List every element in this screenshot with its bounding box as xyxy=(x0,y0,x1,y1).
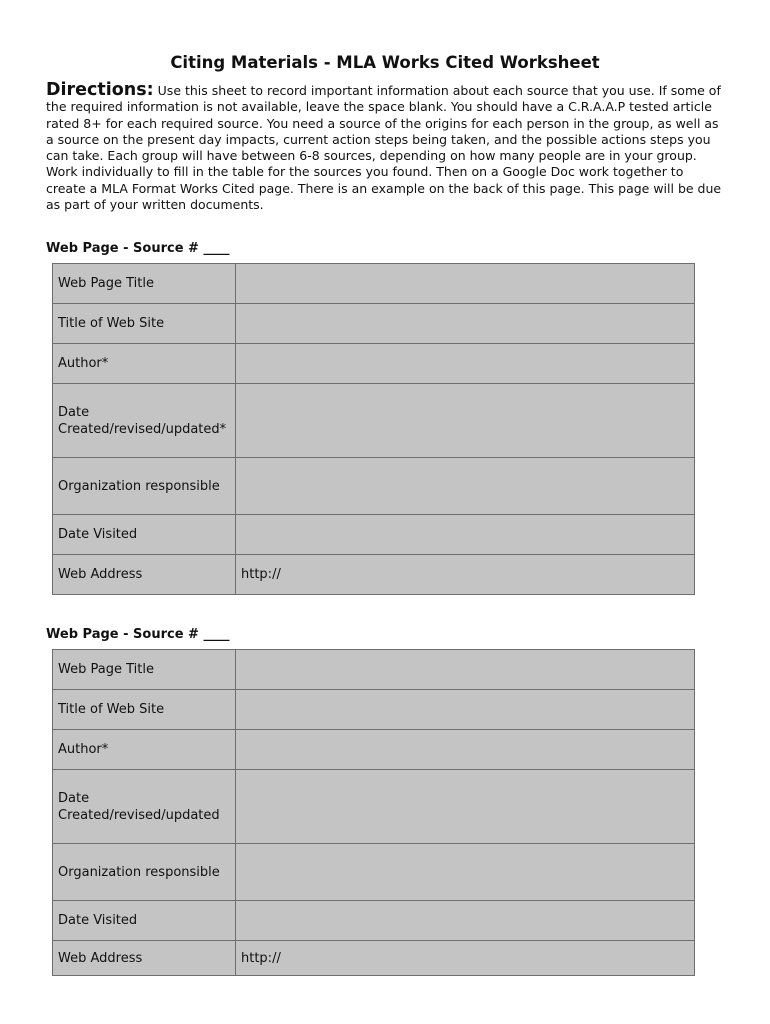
field-value-organization[interactable] xyxy=(236,458,695,515)
source-1-heading: Web Page - Source # ____ xyxy=(46,241,230,256)
source-2-heading: Web Page - Source # ____ xyxy=(46,627,230,642)
table-row xyxy=(53,650,695,690)
field-value-date-created[interactable] xyxy=(236,384,695,458)
field-label-organization: Organization responsible xyxy=(53,458,236,515)
field-label-title-of-web-site: Title of Web Site xyxy=(53,304,236,344)
field-label-web-page-title: Web Page Title xyxy=(53,264,236,304)
field-value-title-of-web-site[interactable] xyxy=(236,690,695,730)
field-label-web-address: Web Address xyxy=(53,941,236,976)
source-1-table xyxy=(52,263,695,595)
field-value-date-visited[interactable] xyxy=(236,901,695,941)
table-row xyxy=(53,901,695,941)
table-row xyxy=(53,304,695,344)
field-label-date-visited: Date Visited xyxy=(53,901,236,941)
field-value-date-created[interactable] xyxy=(236,770,695,844)
field-value-date-visited[interactable] xyxy=(236,515,695,555)
field-label-web-page-title: Web Page Title xyxy=(53,650,236,690)
field-label-author: Author* xyxy=(53,344,236,384)
field-value-title-of-web-site[interactable] xyxy=(236,304,695,344)
directions-text: Use this sheet to record important information about each source that you use. If some of the required information is not available, leave the space blank. You should have a C.R.A.A.P tested article rated 8+ for each required source. You need a source of the origins for each person in the group, as well as a source on the present day impacts, current action steps being taken, and the possible actions steps you can take. Each group will have between 6-8 sources, depending on how many people are in your group. Work individually to fill in the table for the sources you found. Then on a Google Doc work together to create a MLA Format Works Cited page. There is an example on the back of this page. This page will be due as part of your written documents. xyxy=(46,83,722,213)
table-row xyxy=(53,264,695,304)
field-label-title-of-web-site: Title of Web Site xyxy=(53,690,236,730)
table-row xyxy=(53,555,695,595)
field-value-web-page-title[interactable] xyxy=(236,264,695,304)
table-row xyxy=(53,515,695,555)
field-value-web-page-title[interactable] xyxy=(236,650,695,690)
field-label-date-created: Date Created/revised/updated* xyxy=(53,384,236,458)
directions-paragraph xyxy=(46,82,726,213)
field-label-date-visited: Date Visited xyxy=(53,515,236,555)
field-value-organization[interactable] xyxy=(236,844,695,901)
field-value-web-address[interactable]: http:// xyxy=(236,555,695,595)
field-label-organization: Organization responsible xyxy=(53,844,236,901)
field-label-author: Author* xyxy=(53,730,236,770)
table-row xyxy=(53,690,695,730)
table-row xyxy=(53,770,695,844)
table-row xyxy=(53,941,695,976)
table-row xyxy=(53,730,695,770)
table-row xyxy=(53,458,695,515)
page-title: Citing Materials - MLA Works Cited Worksheet xyxy=(170,53,600,72)
field-value-author[interactable] xyxy=(236,730,695,770)
directions-label: Directions: xyxy=(46,80,154,100)
field-label-date-created: Date Created/revised/updated xyxy=(53,770,236,844)
table-row xyxy=(53,384,695,458)
field-value-web-address[interactable]: http:// xyxy=(236,941,695,976)
table-row xyxy=(53,344,695,384)
source-2-table xyxy=(52,649,695,976)
table-row xyxy=(53,844,695,901)
field-label-web-address: Web Address xyxy=(53,555,236,595)
field-value-author[interactable] xyxy=(236,344,695,384)
